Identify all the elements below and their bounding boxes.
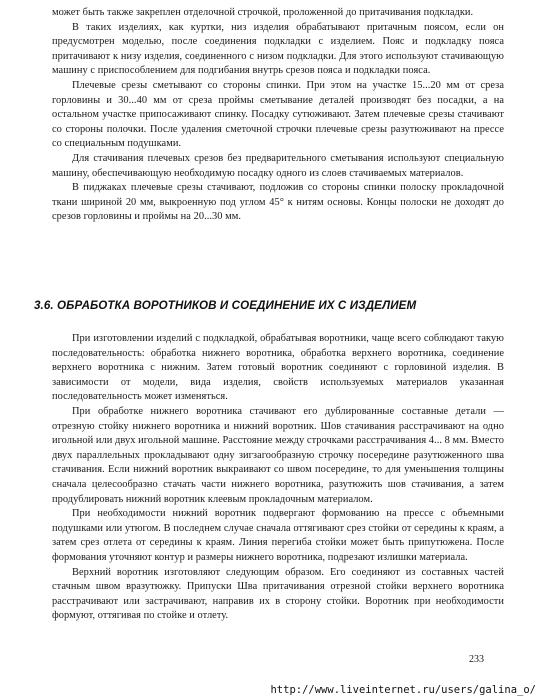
paragraph: При изготовлении изделий с подкладкой, обрабатывая воротники, чаще всего соблюдают такую последовательность: обработка нижнего воротника, обработка верхнего воротника, соединение верхнего воротника с нижним. Затем готовый воротник соединяют с горловиной изделия. В зависимости от модели, вида изделия, свойств используемых материалов указанная последовательность может изменяться.: [52, 333, 504, 403]
paragraph: Плечевые срезы сметывают со стороны спинки. При этом на участке 15...20 мм от среза горловины и 30...40 мм от среза проймы сметывание деталей производят без посадки, а на остальном участке припосаживают спинку. Посадку сутюживают. Затем плечевые срезы стачивают со стороны полочки. После удаления сметочной строчки плечевые срезы разутюживают на прессе со специальным подушками.: [52, 79, 504, 150]
paragraph: В пиджаках плечевые срезы стачивают, подложив со стороны спинки полоску прокладочной ткани шириной 20 мм, выкроенную под углом 45° к нитям основы. Концы полоски не доходят до срезов горловины и проймы на 20...30 мм.: [52, 182, 504, 223]
paragraph: При обработке нижнего воротника стачивают его дублированные составные детали — отрезную стойку нижнего воротника и нижний воротник. Шов стачивания расстрачивают на одно игольной или двух игольной машине. Расстояние между строчками расстрачивания 4... 8 мм. Вместо двух параллельных прокладывают одну зигзагообразную строчку посередине разутюженного шва стачивания. Если нижний воротник выкраивают со швом посередине, то для уменьшения толщины сначала целесообразно стачать части нижнего воротника, разутюжить шов стачивания, а затем продублировать нижний воротник клеевым прокладочным материалом.: [52, 405, 504, 505]
paragraph: может быть также закреплен отделочной строчкой, проложенной до притачивания подкладки.: [52, 7, 474, 18]
text-block-bottom: [52, 332, 504, 624]
paragraph: При необходимости нижний воротник подвергают формованию на прессе с объемными подушками или утюгом. В последнем случае сначала оттягивают срез стойки от середины к краям, а затем срез отлета от середины к краям. Линия перегиба стойки может быть припутюжена. После формования уточняют контур и размеры нижнего воротника, подрезают излишки материала.: [52, 508, 504, 563]
section-heading: 3.6. ОБРАБОТКА ВОРОТНИКОВ И СОЕДИНЕНИЕ ИХ С ИЗДЕЛИЕМ: [34, 299, 417, 312]
paragraph: Для стачивания плечевых срезов без предварительного сметывания используют специальную машину, обеспечивающую необходимую посадку одного из слоев стачиваемых материалов.: [52, 152, 504, 179]
page-number: 233: [469, 654, 484, 665]
paragraph: В таких изделиях, как куртки, низ изделия обрабатывают притачным поясом, если он предусмотрен моделью, после соединения подкладки с изделием. Пояс и подкладку пояса притачивают к низу изделия, соединенного с низом подкладки. Для этого используют стачивающую машину с приспособлением для подгибания внутрь срезов пояса и подкладки пояса.: [52, 21, 504, 77]
text-block-top: [52, 6, 504, 225]
paragraph: Верхний воротник изготовляют следующим образом. Его соединяют из составных частей стачным швом вразутюжку. Припуски Шва притачивания отрезной стойки верхнего воротника расстрачивают или застрачивают, направив их в сторону стойки. Воротник при необходимости формуют, оттягивая по стойке и отлету.: [52, 566, 504, 622]
watermark-url: http://www.liveinternet.ru/users/galina_o/: [270, 684, 536, 696]
